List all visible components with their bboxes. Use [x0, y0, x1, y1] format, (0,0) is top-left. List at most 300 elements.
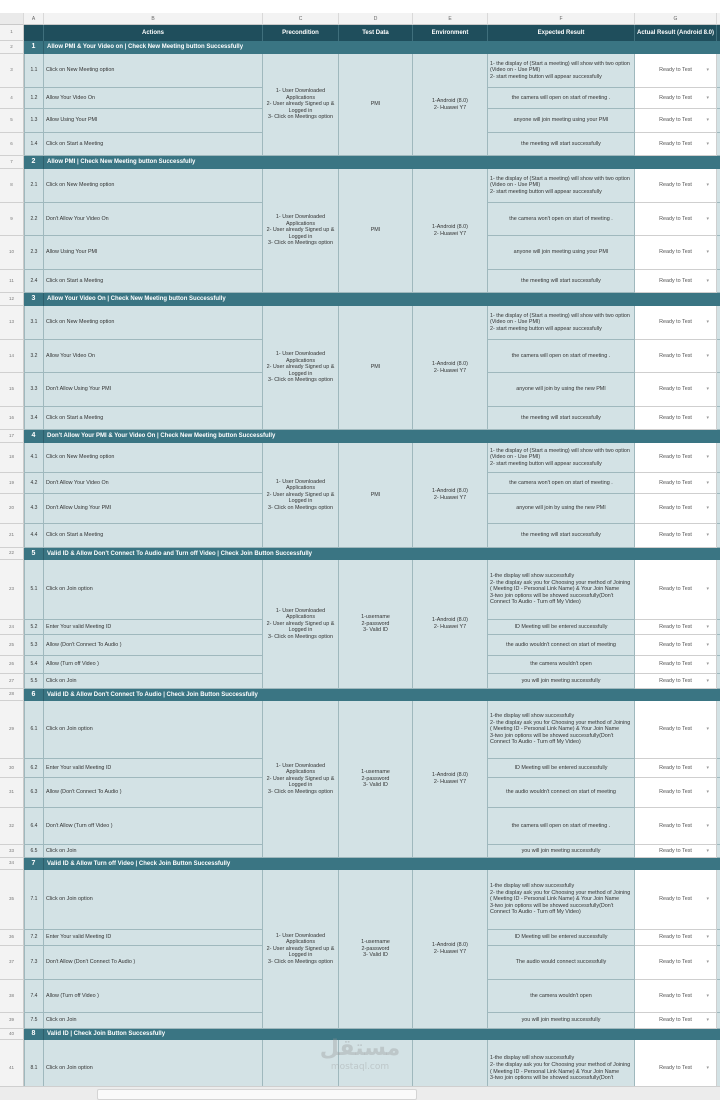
row-number[interactable]: 40 — [0, 1029, 24, 1040]
test-data-line: 1-username — [361, 614, 390, 621]
status-value: Ready to Test — [659, 215, 692, 222]
environment-line: 1-Android (8.0) — [432, 488, 468, 495]
step-action-text: Click on Start a Meeting — [46, 140, 104, 147]
status-dropdown[interactable] — [635, 870, 717, 930]
section-title[interactable]: Valid ID | Check Join Button Successfully — [44, 1029, 720, 1040]
status-value: Ready to Test — [659, 182, 692, 189]
precondition-text — [265, 351, 336, 384]
step-action[interactable] — [44, 620, 263, 635]
status-value: Ready to Test — [659, 249, 692, 256]
step-expected-result[interactable] — [488, 845, 635, 858]
row-number[interactable]: 3 — [0, 54, 24, 88]
step-action-text: Allow (Don't Connect To Audio ) — [46, 789, 122, 796]
status-dropdown[interactable] — [635, 88, 717, 109]
step-action-text: Click on Start a Meeting — [46, 532, 104, 539]
chevron-down-icon[interactable]: ▾ — [706, 479, 709, 486]
step-action[interactable] — [44, 759, 263, 778]
chevron-down-icon[interactable]: ▾ — [706, 847, 709, 854]
row-number[interactable]: 8 — [0, 169, 24, 203]
step-action[interactable] — [44, 778, 263, 808]
status-value: Ready to Test — [659, 726, 692, 733]
section-title[interactable]: Don't Allow Your PMI & Your Video On | Check New Meeting button Successfully — [44, 430, 720, 443]
row-number[interactable]: 26 — [0, 656, 24, 674]
status-dropdown[interactable] — [635, 524, 717, 548]
status-value: Ready to Test — [659, 505, 692, 512]
status-dropdown[interactable] — [635, 620, 717, 635]
step-action[interactable] — [44, 373, 263, 407]
step-expected-result[interactable] — [488, 494, 635, 524]
column-header-b[interactable]: B — [44, 13, 263, 25]
status-dropdown[interactable] — [635, 443, 717, 473]
row-number[interactable]: 37 — [0, 946, 24, 980]
row-number[interactable]: 22 — [0, 548, 24, 560]
step-action-text: Click on New Meeting option — [46, 454, 115, 461]
step-expected-text: ID Meeting will be entered successfully — [514, 934, 608, 941]
status-dropdown[interactable] — [635, 778, 717, 808]
row-number[interactable]: 36 — [0, 930, 24, 946]
step-number: 7.1 — [24, 870, 44, 930]
step-action[interactable] — [44, 109, 263, 133]
row-number[interactable]: 7 — [0, 156, 24, 169]
row-number[interactable]: 13 — [0, 306, 24, 340]
row-number[interactable]: 20 — [0, 494, 24, 524]
step-expected-result[interactable] — [488, 808, 635, 845]
step-expected-result[interactable] — [488, 236, 635, 270]
step-expected-result[interactable] — [488, 340, 635, 373]
environment-text — [432, 488, 468, 501]
chevron-down-icon[interactable]: ▾ — [706, 623, 709, 630]
chevron-down-icon[interactable]: ▾ — [706, 726, 709, 733]
chevron-down-icon[interactable]: ▾ — [706, 182, 709, 189]
step-expected-text: the camera won't open on start of meeting . — [509, 215, 613, 222]
header-environment — [413, 25, 488, 41]
environment-line: 1-Android (8.0) — [432, 360, 468, 367]
environment-cell[interactable] — [413, 870, 488, 1029]
row-number[interactable]: 30 — [0, 759, 24, 778]
status-dropdown[interactable] — [635, 980, 717, 1013]
step-action[interactable] — [44, 133, 263, 156]
step-number: 3.2 — [24, 340, 44, 373]
precondition-cell[interactable] — [263, 443, 339, 548]
precondition-line: 3- Click on Meetings option — [267, 240, 334, 247]
step-action[interactable] — [44, 54, 263, 88]
step-expected-text: 1- the display of (Start a meeting) will show with two option (Video on - Use PMI) 2- start meeting button will appear successfully — [490, 312, 630, 332]
section-number: 6 — [24, 689, 44, 701]
precondition-line: 3- Click on Meetings option — [267, 788, 334, 795]
step-expected-result[interactable] — [488, 701, 635, 759]
precondition-line: 2- User already Signed up & Logged in — [266, 945, 335, 959]
step-action[interactable] — [44, 88, 263, 109]
row-number[interactable]: 32 — [0, 808, 24, 845]
row-number[interactable]: 19 — [0, 473, 24, 494]
status-value: Ready to Test — [659, 277, 692, 284]
watermark-latin: mostaql.com — [330, 1062, 390, 1072]
row-number[interactable]: 29 — [0, 701, 24, 759]
environment-line: 1-Android (8.0) — [432, 772, 468, 779]
status-dropdown[interactable] — [635, 759, 717, 778]
header-test-data — [339, 25, 413, 41]
row-number[interactable]: 39 — [0, 1013, 24, 1029]
step-expected-result[interactable] — [488, 109, 635, 133]
test-data-cell[interactable] — [339, 169, 413, 293]
status-dropdown[interactable] — [635, 373, 717, 407]
status-dropdown[interactable] — [635, 109, 717, 133]
chevron-down-icon[interactable]: ▾ — [706, 277, 709, 284]
step-action[interactable] — [44, 443, 263, 473]
precondition-line: 1- User Downloaded Applications — [275, 762, 326, 776]
row-number[interactable]: 35 — [0, 870, 24, 930]
chevron-down-icon[interactable]: ▾ — [706, 992, 709, 999]
step-action[interactable] — [44, 270, 263, 293]
chevron-down-icon[interactable]: ▾ — [706, 352, 709, 359]
test-data-text — [361, 939, 390, 959]
header-expected-result-label: Expected Result — [537, 29, 585, 36]
column-header-c[interactable]: C — [263, 13, 339, 25]
environment-cell[interactable] — [413, 169, 488, 293]
status-dropdown[interactable] — [635, 473, 717, 494]
chevron-down-icon[interactable]: ▾ — [706, 1017, 709, 1024]
step-expected-text: anyone will join meeting using your PMI — [513, 249, 609, 256]
status-dropdown[interactable] — [635, 306, 717, 340]
chevron-down-icon[interactable]: ▾ — [706, 641, 709, 648]
step-action[interactable] — [44, 701, 263, 759]
precondition-cell[interactable] — [263, 560, 339, 689]
step-number: 2.2 — [24, 203, 44, 236]
status-value: Ready to Test — [659, 1017, 692, 1024]
chevron-down-icon[interactable]: ▾ — [706, 117, 709, 124]
chevron-down-icon[interactable]: ▾ — [706, 934, 709, 941]
step-number: 3.1 — [24, 306, 44, 340]
row-number[interactable]: 2 — [0, 41, 24, 54]
status-value: Ready to Test — [659, 414, 692, 421]
step-action[interactable] — [44, 494, 263, 524]
step-action[interactable] — [44, 473, 263, 494]
status-value: Ready to Test — [659, 586, 692, 593]
row-number[interactable]: 21 — [0, 524, 24, 548]
environment-cell[interactable] — [413, 306, 488, 430]
precondition-line: 3- Click on Meetings option — [267, 504, 334, 511]
step-expected-text: 1- the display of (Start a meeting) will show with two option (Video on - Use PMI) 2- start meeting button will appear successfully — [490, 60, 630, 80]
step-action[interactable] — [44, 203, 263, 236]
row-number[interactable]: 10 — [0, 236, 24, 270]
column-header-d[interactable]: D — [339, 13, 413, 25]
status-dropdown[interactable] — [635, 946, 717, 980]
step-expected-result[interactable] — [488, 133, 635, 156]
step-action[interactable] — [44, 306, 263, 340]
step-expected-result[interactable] — [488, 778, 635, 808]
status-dropdown[interactable] — [635, 203, 717, 236]
step-expected-text: the camera wouldn't open — [530, 992, 592, 999]
row-number[interactable]: 9 — [0, 203, 24, 236]
status-dropdown[interactable] — [635, 930, 717, 946]
step-action[interactable] — [44, 870, 263, 930]
test-data-cell[interactable] — [339, 870, 413, 1029]
step-expected-text: 1-the display will show successfully 2- the display ask you for Choosing your method of Joining ( Meeting ID - Personal Link Name) & Your Join Name 3-two join options will be showed successfully(Don't — [490, 1055, 631, 1082]
precondition-cell[interactable] — [263, 54, 339, 156]
environment-cell[interactable] — [413, 701, 488, 858]
step-expected-result[interactable] — [488, 635, 635, 656]
chevron-down-icon[interactable]: ▾ — [706, 67, 709, 74]
section-number: 3 — [24, 293, 44, 306]
row-number[interactable]: 33 — [0, 845, 24, 858]
step-number: 1.4 — [24, 133, 44, 156]
step-number: 6.2 — [24, 759, 44, 778]
step-number: 4.3 — [24, 494, 44, 524]
step-expected-result[interactable] — [488, 759, 635, 778]
chevron-down-icon[interactable]: ▾ — [706, 896, 709, 903]
chevron-down-icon[interactable]: ▾ — [706, 505, 709, 512]
status-value: Ready to Test — [659, 454, 692, 461]
precondition-cell[interactable] — [263, 870, 339, 1029]
section-title[interactable]: Valid ID & Allow Don't Connect To Audio | Check Join Button Successfully — [44, 689, 720, 701]
test-data-cell[interactable] — [339, 306, 413, 430]
step-expected-result[interactable] — [488, 54, 635, 88]
row-number[interactable]: 5 — [0, 109, 24, 133]
test-data-line: 3- Valid ID — [363, 627, 388, 634]
environment-line: 2- Huawei Y7 — [433, 495, 467, 501]
row-number[interactable]: 12 — [0, 293, 24, 306]
status-value: Ready to Test — [659, 1065, 692, 1072]
step-action[interactable] — [44, 407, 263, 430]
precondition-cell[interactable] — [263, 169, 339, 293]
status-dropdown[interactable] — [635, 236, 717, 270]
step-action-text: Click on Join option — [46, 1065, 93, 1072]
step-expected-result[interactable] — [488, 1013, 635, 1029]
row-number[interactable]: 16 — [0, 407, 24, 430]
status-value: Ready to Test — [659, 847, 692, 854]
status-dropdown[interactable] — [635, 270, 717, 293]
step-action-text: Enter Your valid Meeting ID — [46, 934, 112, 941]
test-data-text — [361, 614, 390, 634]
status-dropdown[interactable] — [635, 560, 717, 620]
step-expected-result[interactable] — [488, 473, 635, 494]
step-expected-result[interactable] — [488, 620, 635, 635]
chevron-down-icon[interactable]: ▾ — [706, 789, 709, 796]
status-dropdown[interactable] — [635, 340, 717, 373]
status-dropdown[interactable] — [635, 494, 717, 524]
step-expected-result[interactable] — [488, 560, 635, 620]
step-expected-result[interactable] — [488, 169, 635, 203]
environment-cell[interactable] — [413, 443, 488, 548]
row-number[interactable]: 11 — [0, 270, 24, 293]
step-action[interactable] — [44, 808, 263, 845]
status-dropdown[interactable] — [635, 845, 717, 858]
precondition-line: 3- Click on Meetings option — [267, 114, 334, 121]
test-data-line: PMI — [370, 491, 381, 498]
step-expected-result[interactable] — [488, 946, 635, 980]
status-value: Ready to Test — [659, 140, 692, 147]
status-value: Ready to Test — [659, 94, 692, 101]
environment-text — [432, 224, 468, 237]
chevron-down-icon[interactable]: ▾ — [706, 319, 709, 326]
environment-cell[interactable] — [413, 54, 488, 156]
chevron-down-icon[interactable]: ▾ — [706, 586, 709, 593]
chevron-down-icon[interactable]: ▾ — [706, 386, 709, 393]
row-number[interactable]: 25 — [0, 635, 24, 656]
step-action[interactable] — [44, 656, 263, 674]
step-expected-text: anyone will join by using the new PMI — [516, 505, 606, 512]
step-expected-text: 1- the display of (Start a meeting) will show with two option (Video on - Use PMI) 2- start meeting button will appear successfully — [490, 175, 630, 195]
row-number[interactable]: 41 — [0, 1040, 24, 1098]
chevron-down-icon[interactable]: ▾ — [706, 661, 709, 668]
step-expected-result[interactable] — [488, 980, 635, 1013]
chevron-down-icon[interactable]: ▾ — [706, 414, 709, 421]
step-expected-result[interactable] — [488, 870, 635, 930]
precondition-text — [265, 214, 336, 247]
section-title[interactable]: Valid ID & Allow Turn off Video | Check Join Button Successfully — [44, 858, 720, 870]
step-expected-result[interactable] — [488, 88, 635, 109]
step-expected-text: you will join meeting successfully — [521, 677, 601, 684]
status-dropdown[interactable] — [635, 635, 717, 656]
chevron-down-icon[interactable]: ▾ — [706, 94, 709, 101]
step-expected-result[interactable] — [488, 524, 635, 548]
status-value: Ready to Test — [659, 934, 692, 941]
chevron-down-icon[interactable]: ▾ — [706, 764, 709, 771]
row-number[interactable]: 4 — [0, 88, 24, 109]
step-expected-text: anyone will join by using the new PMI — [516, 386, 606, 393]
status-dropdown[interactable] — [635, 808, 717, 845]
section-title[interactable]: Allow PMI | Check New Meeting button Successfully — [44, 156, 720, 169]
step-action[interactable] — [44, 930, 263, 946]
step-expected-result[interactable] — [488, 373, 635, 407]
row-number[interactable]: 24 — [0, 620, 24, 635]
column-header-g[interactable]: G — [635, 13, 717, 25]
section-title[interactable]: Valid ID & Allow Don't Connect To Audio and Turn off Video | Check Join Button Successfully — [44, 548, 720, 560]
header-actual-result — [635, 25, 717, 41]
environment-line: 1-Android (8.0) — [432, 223, 468, 230]
step-action-text: Allow (Turn off Video ) — [46, 992, 99, 999]
step-expected-text: the audio wouldn't connect on start of meeting — [506, 641, 616, 648]
column-header-f[interactable]: F — [488, 13, 635, 25]
status-dropdown[interactable] — [635, 1013, 717, 1029]
step-expected-text: the meeting will start successfully — [521, 414, 601, 421]
step-expected-result[interactable] — [488, 270, 635, 293]
precondition-text — [265, 763, 336, 796]
status-dropdown[interactable] — [635, 701, 717, 759]
step-action[interactable] — [44, 169, 263, 203]
step-number: 3.3 — [24, 373, 44, 407]
step-action[interactable] — [44, 980, 263, 1013]
status-dropdown[interactable] — [635, 169, 717, 203]
chevron-down-icon[interactable]: ▾ — [706, 677, 709, 684]
test-data-cell[interactable] — [339, 443, 413, 548]
mostaql-watermark — [310, 1036, 410, 1076]
test-data-line: PMI — [370, 101, 381, 108]
step-action-text: Allow Your Video On — [46, 352, 96, 359]
precondition-line: 1- User Downloaded Applications — [275, 607, 326, 621]
section-title[interactable]: Allow Your Video On | Check New Meeting button Successfully — [44, 293, 720, 306]
environment-line: 1-Android (8.0) — [432, 97, 468, 104]
column-header-e[interactable]: E — [413, 13, 488, 25]
step-action[interactable] — [44, 236, 263, 270]
step-action[interactable] — [44, 674, 263, 689]
chevron-down-icon[interactable]: ▾ — [706, 532, 709, 539]
step-action[interactable] — [44, 946, 263, 980]
step-action[interactable] — [44, 1013, 263, 1029]
precondition-text — [265, 933, 336, 966]
test-data-cell[interactable] — [339, 560, 413, 689]
row-number[interactable]: 23 — [0, 560, 24, 620]
step-action-text: Enter Your valid Meeting ID — [46, 764, 112, 771]
row-number[interactable]: 18 — [0, 443, 24, 473]
row-number[interactable]: 6 — [0, 133, 24, 156]
row-number[interactable]: 31 — [0, 778, 24, 808]
step-expected-result[interactable] — [488, 930, 635, 946]
step-expected-result[interactable] — [488, 674, 635, 689]
step-expected-result[interactable] — [488, 306, 635, 340]
test-data-text — [361, 769, 390, 789]
step-action[interactable] — [44, 560, 263, 620]
step-number: 1.2 — [24, 88, 44, 109]
status-dropdown[interactable] — [635, 133, 717, 156]
precondition-cell[interactable] — [263, 306, 339, 430]
chevron-down-icon[interactable]: ▾ — [706, 822, 709, 829]
step-action-text: Click on Join — [46, 1017, 77, 1024]
column-header-a[interactable]: A — [24, 13, 44, 25]
chevron-down-icon[interactable]: ▾ — [706, 1065, 709, 1072]
step-number: 7.3 — [24, 946, 44, 980]
test-data-line: 2-password — [361, 775, 390, 782]
header-environment-label: Environment — [431, 29, 469, 36]
step-expected-result[interactable] — [488, 443, 635, 473]
test-data-line: PMI — [370, 364, 381, 371]
step-expected-result[interactable] — [488, 407, 635, 430]
step-action[interactable] — [44, 635, 263, 656]
status-dropdown[interactable] — [635, 54, 717, 88]
test-data-text — [371, 101, 381, 108]
row-number[interactable]: 15 — [0, 373, 24, 407]
status-value: Ready to Test — [659, 67, 692, 74]
step-action[interactable] — [44, 524, 263, 548]
row-number[interactable]: 28 — [0, 689, 24, 701]
environment-text — [432, 98, 468, 111]
step-action[interactable] — [44, 845, 263, 858]
environment-cell[interactable] — [413, 560, 488, 689]
precondition-line: 2- User already Signed up & Logged in — [266, 491, 335, 505]
scrollbar-thumb[interactable] — [97, 1089, 417, 1100]
step-expected-result[interactable] — [488, 203, 635, 236]
test-data-cell[interactable] — [339, 701, 413, 858]
step-action-text: Don't Allow (Don't Connect To Audio ) — [46, 959, 136, 966]
step-expected-result[interactable] — [488, 656, 635, 674]
step-action[interactable] — [44, 340, 263, 373]
row-number[interactable]: 34 — [0, 858, 24, 870]
chevron-down-icon[interactable]: ▾ — [706, 215, 709, 222]
environment-line: 2- Huawei Y7 — [433, 230, 467, 237]
status-dropdown[interactable] — [635, 656, 717, 674]
section-title[interactable]: Allow PMI & Your Video on | Check New Meeting button Successfully — [44, 41, 720, 54]
step-action-text: Enter Your valid Meeting ID — [46, 623, 112, 630]
step-action-text: Click on New Meeting option — [46, 319, 115, 326]
test-data-cell[interactable] — [339, 54, 413, 156]
status-dropdown[interactable] — [635, 407, 717, 430]
precondition-cell[interactable] — [263, 701, 339, 858]
row-number[interactable]: 1 — [0, 25, 24, 41]
row-number[interactable]: 14 — [0, 340, 24, 373]
status-dropdown[interactable] — [635, 674, 717, 689]
step-number: 4.4 — [24, 524, 44, 548]
row-number[interactable]: 27 — [0, 674, 24, 689]
chevron-down-icon[interactable]: ▾ — [706, 454, 709, 461]
row-number[interactable]: 17 — [0, 430, 24, 443]
chevron-down-icon[interactable]: ▾ — [706, 959, 709, 966]
horizontal-scrollbar[interactable] — [0, 1086, 720, 1100]
chevron-down-icon[interactable]: ▾ — [706, 140, 709, 147]
select-all-corner[interactable] — [0, 13, 24, 25]
row-number[interactable]: 38 — [0, 980, 24, 1013]
chevron-down-icon[interactable]: ▾ — [706, 249, 709, 256]
step-expected-text: the camera wouldn't open — [530, 661, 592, 668]
